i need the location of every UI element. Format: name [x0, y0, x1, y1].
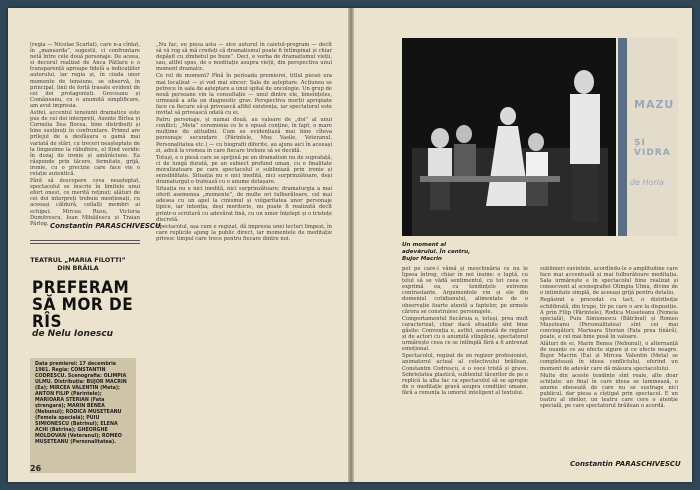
paragraph: Patru personaje, și numai două, au valoare de „doi” al unui conflict; „Meta” ceremonia ce le e opusă conține, în fapt, o mare mulțime de atitudini. Cum se evidențiază mai bine cîteva personaje secundare (Părintele, Moș Vasile, Veteranul, Personalitatea etc.) — cu biografii diferite, au ajuns aici în aceeași zi, adică la vremea în care fiecare trebuie să se decidă.: [156, 117, 332, 154]
credits-box: Data premierei: 17 decembrie 1981. Regia: CONSTANTIN CODRESCU. Scenografia: OLIMPIA ULMU. Distribuția: BUJOR MACRIN (Ea); MIRCEA VALENTIN (Meta); ANTON FILIP (Părintele); MARIOARA STERIAN (Fata ștrengară); MARIN BENEA (Nebunul); RODICA MUSETEANU (Femeia specială); PUIU SIMIONESCU (Bătrînul); ELENA ACHI (Bătrîna); GHEORGHE MOLDOVAN (Veteranul); ROMEO MUȘETEANU (Personalitatea).: [30, 358, 136, 473]
paragraph: pot pe care-l vămă și meschinăria ce nu le lipsea întreg, chiar în noi înșine: o luptă, cu țelul să se vădă sentimentul, cu tot ceea ce exprimă ea, cu tendințele extreme contrastante. Argumentele vin și ele din domeniul cotidianului, alimentate de o observație foarte atentă a faptelor, pe urmele cărora se construiesc personajele.: [402, 266, 528, 315]
theatre-name: TEATRUL „MARIA FILOTTI” DIN BRĂILA: [30, 256, 126, 272]
article-headline: PREFERAM SĂ MOR DE RÎS: [32, 278, 134, 332]
paragraph: Situația nu e nici inedită, nici surprinzătoare; dramaturgia a mai oferit asemenea „momente”, de multe ori tulburătoare, cel mai adesea cu un apel la cinismul și vulgaritatea unor personaje tipice, iar intenția, deși meritorie, nu poate fi realizată decît printr-o scriitură cu adevărat fină, cu un umor înțelept și o tristețe discretă.: [156, 186, 332, 223]
left-column-2: [156, 42, 332, 466]
paragraph: Totuși, e o piesă care se sprijină pe un dramatism nu de suprafață, ci de lungă durată, pe un subiect profund uman, cu o finalitate moralizatoare pe care spectacolul o subliniază prin ironie și sensibilitate. Situația nu e nici inedită, nici surprinzătoare, deși dramaturgul o tratează cu o anume detașare.: [156, 154, 332, 186]
divider: [30, 243, 140, 244]
poster-bar: [618, 38, 627, 236]
page-number: 26: [30, 464, 42, 473]
signature: Constantin PARASCHIVESCU: [50, 222, 161, 230]
paragraph: Astfel, accentul tensiunii dramatice este pus de cei doi interpreți, Axente Bîrlea și Cornelia Ilea Bocea, bine distribuiți și bine susținuți în confruntare. Primul are prilejul de a desfășura o gamă mai variată de stări, cu treceri neașteptate de la limpezime la răbufnire, el fiind veridic în dozaj de ironie și amărăciune. Ea răspunde prin tăcere, fermitate, grijă, ironie, cu o precizie care face vie o relație autentică.: [30, 110, 140, 177]
paragraph: Multe din aceste tendințe sînt reale, alte doar schițate: un final în care ideea se luminează, o anume oboseală de care nu se sustrage nici publicul, dar piesa a cîștigat prin spectacol. E un teatru al ideilor, un teatru care cere o atenție specială, pe care spectatorul brăilean o acordă.: [540, 372, 678, 410]
paragraph: sublinieri suvintele, acordîndu-le o amplitudine care face mai accentuată și mai tulburătoare meditația. Sala urmărește e în spectacolul bine realizat și consecvent al scenografiei Olimpia Ulmu, divine de o intimitate simplă, de aceeași grijă pentru detaliu.: [540, 266, 678, 297]
paragraph: Spectacolul, regizat de un regizor profesionist, animatorul actual al colectivului brăilean, Constantin Codrescu, e o voce tristă și grave. Sobrietatea plastică, subtextul tăcerilor de pe o replică la alta fac ca spectacolul să se apropie de o meditație gravă asupra condiției umane, fără a renunța la umorul inteligent al textului.: [402, 353, 528, 396]
poster-subtitle: ȘI VIDRA: [634, 138, 671, 158]
paragraph: Regăsind a procedat cu tact, o distribuție echilibrată, din trupe, tîr pe care o are la dispoziție. A prin Filip (Părintele), Rodica Museteanu (Femeia specială), Puiu Simionescu (Bătrînul) și Romeo Mușeteanu (Personalitatea) sînt cei mai convingători; Marioara Sterian (Fata prea tînără), poate, e cel mai bine pusă în valoare.: [540, 297, 678, 341]
paragraph: Ce rol de moment? Pînă în perioada premierei, titlul piesei era mai localizat — și vod mai sincer: Sala de așteptare. Acțiunea se petrece în sala de așteptare a unui spital de oncologie. Un grup de nouă persoane vin la consultație — unul dintre ele, bineînțeles, urmează a afla un diagnostic grav. Perspectiva morții apropiate face ca fiecare să-și privească altfel existența, iar spectatorul este invitat să privească odată cu ei.: [156, 73, 332, 117]
poster-title: MAZU: [634, 98, 675, 111]
paragraph: Comportamentul fiecăruia e, totuși, prea mult caracterizat, chiar dacă situațiile sînt bine găsite: Convenția e, astfel, asumată de regizor și de actori cu o anumită stîngăcie, spectatorul urmărește ceea ce se întîmplă fără a fi antrenat emoțional.: [402, 315, 528, 353]
stage-photo: [402, 38, 616, 236]
playwright-byline: de Nelu Ionescu: [32, 329, 114, 339]
right-page: [354, 8, 692, 482]
paragraph: (regia — Nicolae Scarlat), care n-a cîntat, în „mansarda”, sugestii, ci confruntare netă între cele două personaje. De aceea, si decorul realizat de Anca Pătlaru e o transparență aproape fidelă a indicațiilor autorului, iar regia și, în ciuda unor momente de tensiune, se observă, în principal, linii de forță trasate evident de cei doi protagoniști. Greceanu și Comăneanu, cu o anumită simplificare, am avut impresia.: [30, 42, 140, 109]
left-page: [8, 8, 348, 482]
divider: [30, 240, 140, 241]
right-column-1: [402, 266, 528, 470]
right-column-2: [540, 266, 678, 456]
signature: Constantin PARASCHIVESCU: [570, 460, 681, 468]
paragraph: Fără să descopere ceva neașteptat, spectacolul se înscrie în limitele unui efort onest, ce merită reținut; alături de cei doi interpreți trebuie menționați, cu aceeași căldură, ceilalți membri ai echipei: Mircea Rusu, Victoria Dumitrescu, Ioan Mihăilescu și Traian Pârlog.: [30, 178, 140, 227]
magazine-spread: [8, 8, 692, 482]
photo-caption: Un moment al adevărului. În centru, Bujor Macrin: [402, 242, 471, 262]
stage-photo-image: [402, 38, 616, 236]
paragraph: Spectacolul, așa cum e regizat, dă impresia unei lecturi limpezi, în care replicile ajung la public direct, iar momentele de meditație privesc timpul care trece pentru fiecare dintre noi.: [156, 223, 332, 242]
poster-author: de Horia: [630, 178, 664, 187]
paragraph: Alături de ei, Marin Benea (Nebunul), o alternanță de nuanțe ce au efecte sigure și ce efecte neagre. Bujor Macrin (Ea) și Mircea Valentin (Meta) se completează în ideea conflictului, oferind un moment de adevăr care dă măsura spectacolului.: [540, 341, 678, 372]
poster-strip: [618, 38, 678, 236]
paragraph: „Nu fac, eu piesa asta — zice autorul în caietul-program — decît să vă rog să mă credeți că dramatismul poate fi întîmpinat și chiar depășit cu zîmbetul pe buze”. Deci, e vorba de dramatismul vieții, sau, altfel spus, de o meditație asupra vieții, din perspectiva unui moment dramatic.: [156, 42, 332, 73]
